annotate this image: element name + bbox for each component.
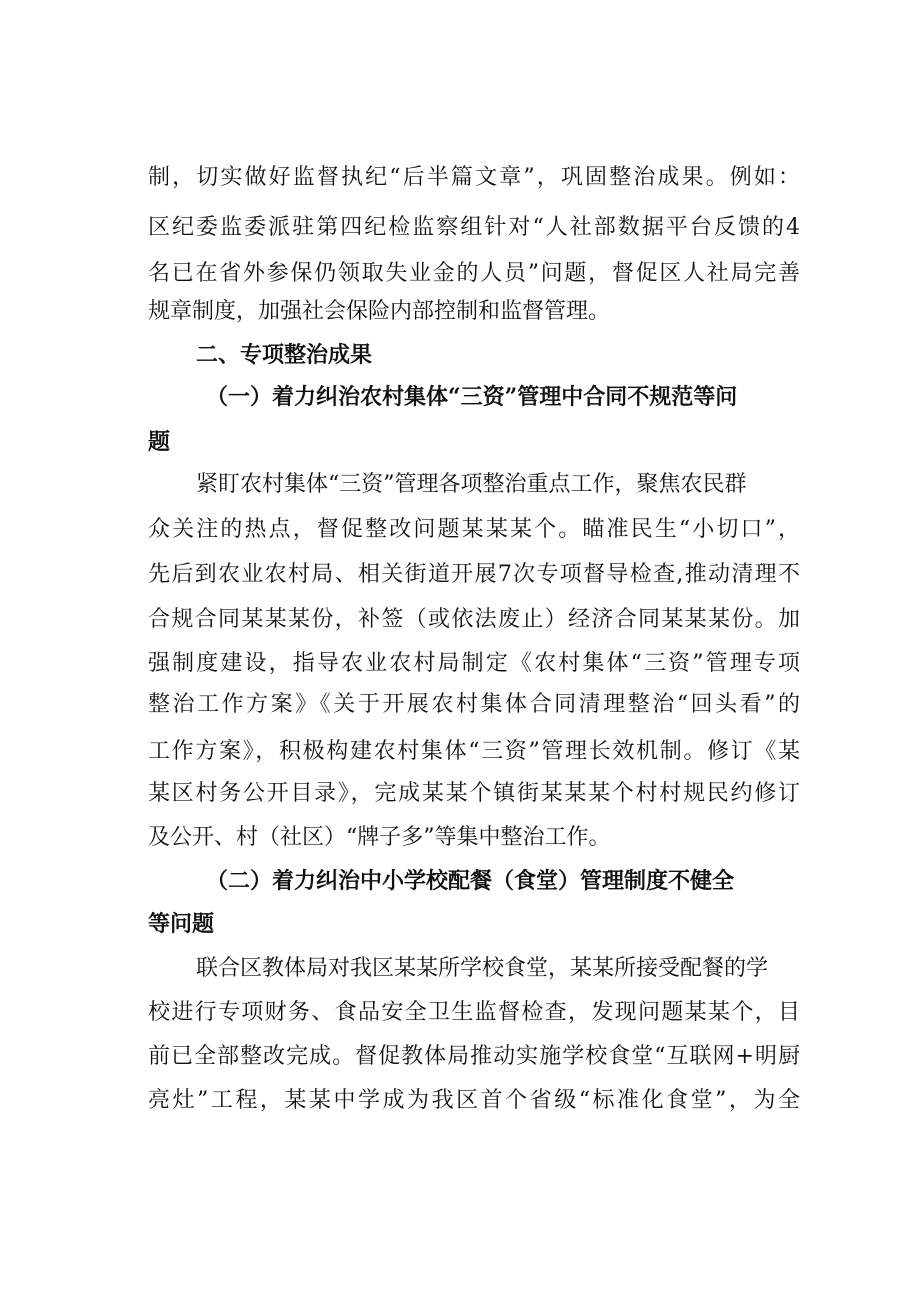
paragraph-line: 前已全部整改完成。督促教体局推动实施学校食堂“互联网+明厨: [148, 1044, 800, 1069]
paragraph-line: 制，切实做好监督执纪“后半篇文章”，巩固整治成果。例如：: [148, 165, 800, 190]
paragraph-line: 工作方案》，积极构建农村集体“三资”管理长效机制。修订《某: [148, 739, 800, 764]
paragraph-line: 及公开、村（社区）“牌子多”等集中整治工作。: [148, 825, 611, 850]
subsection-heading-continued: 等问题: [148, 911, 215, 937]
paragraph-line: 强制度建设，指导农业农村局制定《农村集体“三资”管理专项: [148, 651, 800, 676]
section-heading: 二、专项整治成果: [196, 343, 373, 368]
paragraph-line: 众关注的热点，督促整改问题某某某个。瞄准民生“小切口”，: [148, 517, 800, 542]
paragraph-line: 名已在省外参保仍领取失业金的人员”问题，督促区人社局完善: [148, 261, 800, 286]
paragraph-line: 规章制度，加强社会保险内部控制和监督管理。: [148, 299, 611, 324]
paragraph-line: 合规合同某某某份，补签（或依法废止）经济合同某某某份。加: [148, 607, 800, 632]
paragraph-line: 某区村务公开目录》，完成某某个镇街某某某个村村规民约修订: [148, 781, 800, 806]
paragraph-line: 先后到农业农村局、相关街道开展7次专项督导检查,推动清理不: [148, 562, 800, 587]
subsection-heading: （一）着力纠治农村集体“三资”管理中合同不规范等问: [206, 384, 738, 410]
paragraph-line: 区纪委监委派驻第四纪检监察组针对“人社部数据平台反馈的4: [148, 215, 800, 240]
paragraph-line: 校进行专项财务、食品安全卫生监督检查，发现问题某某个，目: [148, 1000, 800, 1025]
paragraph-line: 紧盯农村集体“三资”管理各项整治重点工作，聚焦农民群: [196, 472, 747, 497]
paragraph-line: 联合区教体局对我区某某所学校食堂，某某所接受配餐的学: [196, 956, 769, 981]
paragraph-line: 整治工作方案》《关于开展农村集体合同清理整治“回头看”的: [148, 692, 800, 717]
paragraph-line: 亮灶”工程，某某中学成为我区首个省级“标准化食堂”，为全: [148, 1088, 800, 1113]
subsection-heading-continued: 题: [148, 429, 171, 455]
subsection-heading: （二）着力纠治中小学校配餐（食堂）管理制度不健全: [206, 868, 735, 894]
